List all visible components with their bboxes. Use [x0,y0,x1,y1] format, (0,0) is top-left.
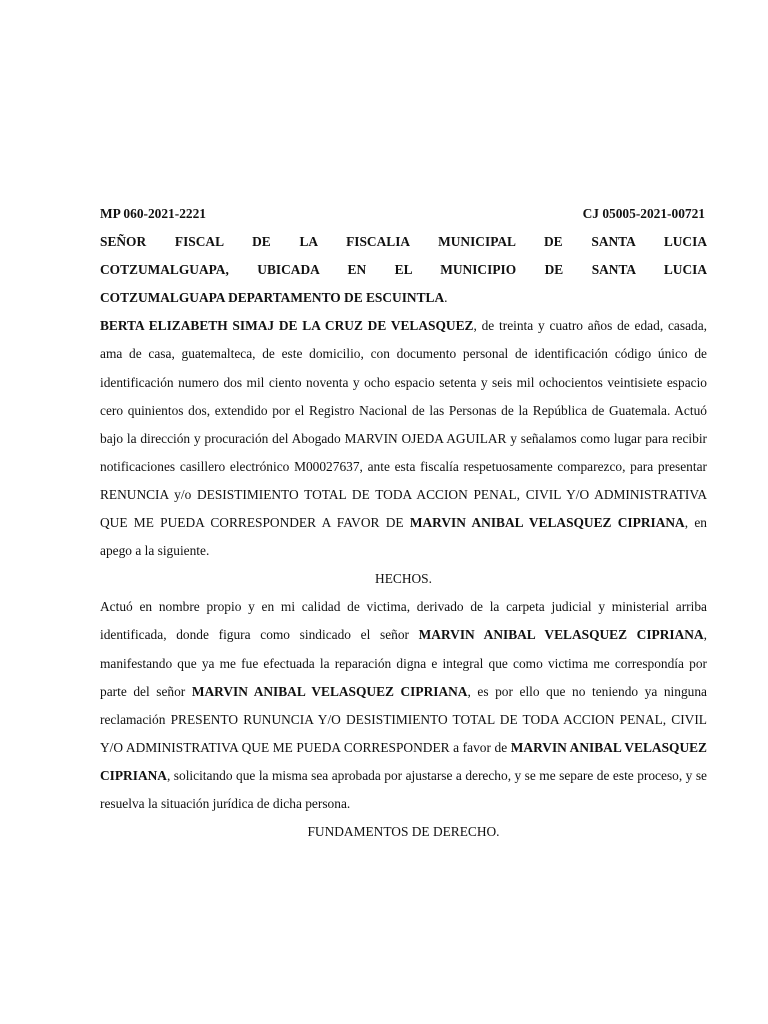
intro-text-1: , de treinta y cuatro años de edad, casada, ama de casa, guatemalteca, de este domicilio, con documento personal de identificación código único de identificación numero dos mil ciento noventa y ocho espacio setenta y seis mil ochocientos veintisiete espacio cero quinientos dos, extendido por el Registro Nacional de las Personas de la República de Guatemala. Actuó bajo la dirección y procuración del Abogado MARVIN OJEDA AGUILAR y señalamos como lugar para recibir notificaciones casillero electrónico M00027637, ante esta fiscalía respetuosamente comparezco, para presentar RENUNCIA y/o DESISTIMIENTO TOTAL DE TODA ACCION PENAL, CIVIL Y/O ADMINISTRATIVA QUE ME PUEDA CORRESPONDER A FAVOR DE [100,318,707,531]
hechos-text-3: , es por ello que no teniendo ya ninguna reclamación PRESENTO RUNUNCIA Y/O DESISTIMIENTO TOTAL DE TODA ACCION PENAL, CIVIL Y/O ADMINISTRATIVA QUE ME PUEDA CORRESPONDER a favor de [100,683,707,755]
hechos-name-1: MARVIN ANIBAL VELASQUEZ CIPRIANA [418,627,704,643]
case-references [100,200,707,228]
petitioner-name: BERTA ELIZABETH SIMAJ DE LA CRUZ DE VELASQUEZ [100,318,474,334]
fundamentos-heading: FUNDAMENTOS DE DERECHO. [307,824,500,840]
hechos-text-2: , manifestando que ya me fue efectuada la reparación digna e integral que como victima me correspondía por parte del señor [100,627,707,699]
cj-reference: CJ 05005-2021-00721 [582,206,705,221]
intro-text-2: , en apego a la siguiente. [100,515,707,559]
mp-reference: MP 060-2021-2221 [100,206,206,221]
hechos-text-4: , solicitando que la misma sea aprobada por ajustarse a derecho, y se me separe de este proceso, y se resuelva la situación jurídica de dicha persona. [100,767,707,811]
hechos-name-3: MARVIN ANIBAL VELASQUEZ CIPRIANA [100,739,707,783]
intro-paragraph [100,312,707,565]
hechos-paragraph [100,593,707,818]
beneficiary-name: MARVIN ANIBAL VELASQUEZ CIPRIANA [409,515,685,531]
addressee-block [100,228,707,312]
document-body [100,200,707,846]
addressee-line-3 [100,284,707,312]
hechos-heading: HECHOS. [375,571,432,587]
addressee-line-3-text: COTZUMALGUAPA DEPARTAMENTO DE ESCUINTLA [100,290,445,306]
addressee-line-2: COTZUMALGUAPA, UBICADA EN EL MUNICIPIO DE SANTA LUCIA [100,262,707,278]
addressee-line-3-end: . [444,290,448,306]
hechos-name-2: MARVIN ANIBAL VELASQUEZ CIPRIANA [191,683,468,699]
addressee-line-1: SEÑOR FISCAL DE LA FISCALIA MUNICIPAL DE SANTA LUCIA [100,234,707,250]
hechos-text-1: Actuó en nombre propio y en mi calidad de victima, derivado de la carpeta judicial y ministerial arriba identificada, donde figura como sindicado el señor [100,599,707,643]
